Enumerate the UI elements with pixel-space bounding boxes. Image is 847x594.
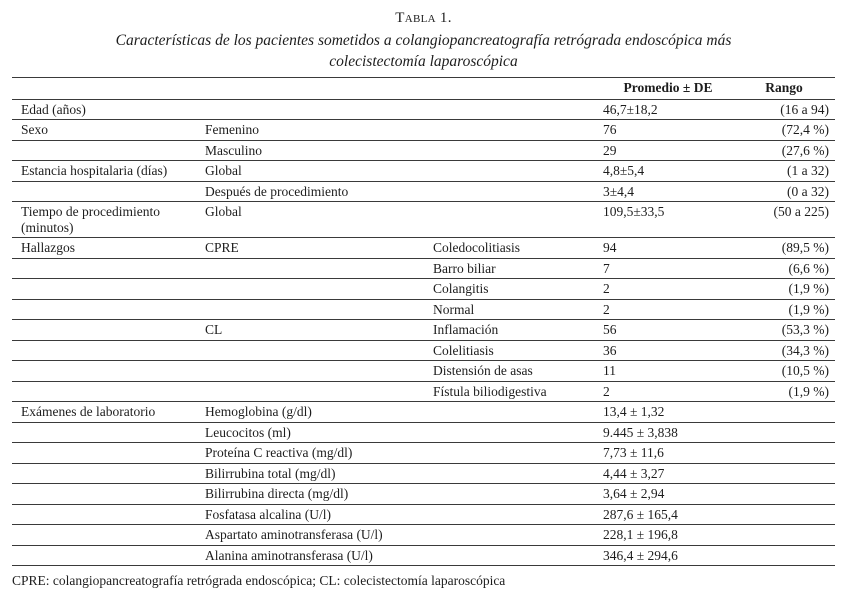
subtitle-line-1: Características de los pacientes sometidos a colangiopancreatografía retrógrada endoscópica más <box>115 32 732 49</box>
cell-promedio: 4,8±5,4 <box>603 161 733 182</box>
cell-promedio: 287,6 ± 165,4 <box>603 504 733 525</box>
cell-subcategory: Hemoglobina (g/dl) <box>205 402 433 423</box>
cell-subcategory: CL <box>205 320 433 341</box>
header-promedio: Promedio ± DE <box>603 78 733 100</box>
cell-finding <box>433 161 603 182</box>
table-row <box>12 422 835 443</box>
cell-subcategory: Femenino <box>205 120 433 141</box>
table-row <box>12 525 835 546</box>
cell-promedio: 36 <box>603 340 733 361</box>
table-row <box>12 181 835 202</box>
table-row <box>12 299 835 320</box>
cell-subcategory <box>205 381 433 402</box>
cell-finding <box>433 463 603 484</box>
table-row <box>12 463 835 484</box>
cell-category <box>12 504 205 525</box>
cell-category <box>12 484 205 505</box>
table-row <box>12 99 835 120</box>
table-row <box>12 340 835 361</box>
cell-promedio: 3,64 ± 2,94 <box>603 484 733 505</box>
cell-rango <box>733 443 835 464</box>
cell-rango <box>733 525 835 546</box>
cell-finding <box>433 525 603 546</box>
table-row <box>12 140 835 161</box>
cell-subcategory: Masculino <box>205 140 433 161</box>
cell-category <box>12 340 205 361</box>
footnote: CPRE: colangiopancreatografía retrógrada endoscópica; CL: colecistectomía laparoscópica <box>12 573 506 588</box>
cell-finding <box>433 402 603 423</box>
cell-subcategory: Bilirrubina directa (mg/dl) <box>205 484 433 505</box>
cell-subcategory: Leucocitos (ml) <box>205 422 433 443</box>
cell-finding <box>433 120 603 141</box>
cell-subcategory: Alanina aminotransferasa (U/l) <box>205 545 433 566</box>
cell-rango: (1,9 %) <box>733 381 835 402</box>
cell-category <box>12 279 205 300</box>
cell-finding: Normal <box>433 299 603 320</box>
cell-promedio: 109,5±33,5 <box>603 202 733 238</box>
cell-promedio: 4,44 ± 3,27 <box>603 463 733 484</box>
cell-finding <box>433 504 603 525</box>
cell-subcategory: Global <box>205 202 433 238</box>
cell-rango <box>733 422 835 443</box>
table-title: Tabla 1. <box>395 10 452 26</box>
table-subtitle <box>12 30 835 72</box>
cell-finding: Barro biliar <box>433 258 603 279</box>
cell-finding <box>433 140 603 161</box>
cell-subcategory <box>205 258 433 279</box>
cell-finding <box>433 545 603 566</box>
cell-rango: (6,6 %) <box>733 258 835 279</box>
cell-category <box>12 181 205 202</box>
cell-finding: Coledocolitiasis <box>433 238 603 259</box>
cell-subcategory: Global <box>205 161 433 182</box>
table-row <box>12 320 835 341</box>
cell-finding <box>433 443 603 464</box>
cell-promedio: 346,4 ± 294,6 <box>603 545 733 566</box>
cell-category: Tiempo de procedimiento (minutos) <box>12 202 205 238</box>
cell-finding: Inflamación <box>433 320 603 341</box>
cell-category <box>12 258 205 279</box>
table-row <box>12 238 835 259</box>
cell-rango <box>733 402 835 423</box>
cell-promedio: 2 <box>603 279 733 300</box>
cell-category <box>12 320 205 341</box>
cell-subcategory: Aspartato aminotransferasa (U/l) <box>205 525 433 546</box>
cell-promedio: 29 <box>603 140 733 161</box>
cell-promedio: 46,7±18,2 <box>603 99 733 120</box>
table-header-row <box>12 78 835 100</box>
cell-rango: (50 a 225) <box>733 202 835 238</box>
cell-category <box>12 140 205 161</box>
cell-subcategory <box>205 99 433 120</box>
cell-category <box>12 361 205 382</box>
cell-rango: (1,9 %) <box>733 299 835 320</box>
cell-category <box>12 443 205 464</box>
cell-promedio: 76 <box>603 120 733 141</box>
cell-finding <box>433 181 603 202</box>
cell-rango: (27,6 %) <box>733 140 835 161</box>
cell-subcategory <box>205 340 433 361</box>
cell-finding <box>433 99 603 120</box>
cell-category <box>12 525 205 546</box>
cell-subcategory: Fosfatasa alcalina (U/l) <box>205 504 433 525</box>
cell-finding: Distensión de asas <box>433 361 603 382</box>
table-row <box>12 279 835 300</box>
cell-rango <box>733 504 835 525</box>
table-row <box>12 258 835 279</box>
cell-subcategory <box>205 279 433 300</box>
header-empty-2 <box>205 78 433 100</box>
cell-rango: (16 a 94) <box>733 99 835 120</box>
cell-subcategory: Bilirrubina total (mg/dl) <box>205 463 433 484</box>
cell-finding <box>433 484 603 505</box>
table-row <box>12 545 835 566</box>
cell-promedio: 7 <box>603 258 733 279</box>
cell-promedio: 3±4,4 <box>603 181 733 202</box>
table-row <box>12 161 835 182</box>
cell-rango: (89,5 %) <box>733 238 835 259</box>
header-rango: Rango <box>733 78 835 100</box>
table-row <box>12 443 835 464</box>
table-row <box>12 361 835 382</box>
stats-table <box>12 77 835 566</box>
cell-subcategory: CPRE <box>205 238 433 259</box>
cell-category <box>12 381 205 402</box>
header-empty-3 <box>433 78 603 100</box>
cell-rango: (10,5 %) <box>733 361 835 382</box>
cell-promedio: 2 <box>603 299 733 320</box>
cell-finding: Colangitis <box>433 279 603 300</box>
header-empty-1 <box>12 78 205 100</box>
cell-finding: Colelitiasis <box>433 340 603 361</box>
cell-category: Hallazgos <box>12 238 205 259</box>
cell-finding <box>433 422 603 443</box>
cell-category: Exámenes de laboratorio <box>12 402 205 423</box>
cell-category <box>12 299 205 320</box>
cell-rango <box>733 484 835 505</box>
cell-category <box>12 463 205 484</box>
cell-rango: (1,9 %) <box>733 279 835 300</box>
cell-promedio: 9.445 ± 3,838 <box>603 422 733 443</box>
cell-subcategory <box>205 361 433 382</box>
cell-rango: (0 a 32) <box>733 181 835 202</box>
cell-category: Sexo <box>12 120 205 141</box>
cell-promedio: 11 <box>603 361 733 382</box>
table-row <box>12 484 835 505</box>
cell-rango: (53,3 %) <box>733 320 835 341</box>
cell-rango: (34,3 %) <box>733 340 835 361</box>
table-row <box>12 202 835 238</box>
cell-rango: (1 a 32) <box>733 161 835 182</box>
cell-category: Edad (años) <box>12 99 205 120</box>
cell-promedio: 7,73 ± 11,6 <box>603 443 733 464</box>
cell-promedio: 56 <box>603 320 733 341</box>
subtitle-line-2: colecistectomía laparoscópica <box>329 53 518 70</box>
cell-category <box>12 545 205 566</box>
table-row <box>12 504 835 525</box>
cell-promedio: 2 <box>603 381 733 402</box>
cell-subcategory: Después de procedimiento <box>205 181 433 202</box>
cell-rango: (72,4 %) <box>733 120 835 141</box>
table-body <box>12 99 835 566</box>
table-row <box>12 120 835 141</box>
cell-rango <box>733 463 835 484</box>
cell-finding <box>433 202 603 238</box>
cell-promedio: 228,1 ± 196,8 <box>603 525 733 546</box>
cell-category: Estancia hospitalaria (días) <box>12 161 205 182</box>
cell-category <box>12 422 205 443</box>
cell-promedio: 13,4 ± 1,32 <box>603 402 733 423</box>
cell-rango <box>733 545 835 566</box>
table-row <box>12 381 835 402</box>
cell-finding: Fístula biliodigestiva <box>433 381 603 402</box>
cell-subcategory: Proteína C reactiva (mg/dl) <box>205 443 433 464</box>
cell-promedio: 94 <box>603 238 733 259</box>
table-row <box>12 402 835 423</box>
cell-subcategory <box>205 299 433 320</box>
